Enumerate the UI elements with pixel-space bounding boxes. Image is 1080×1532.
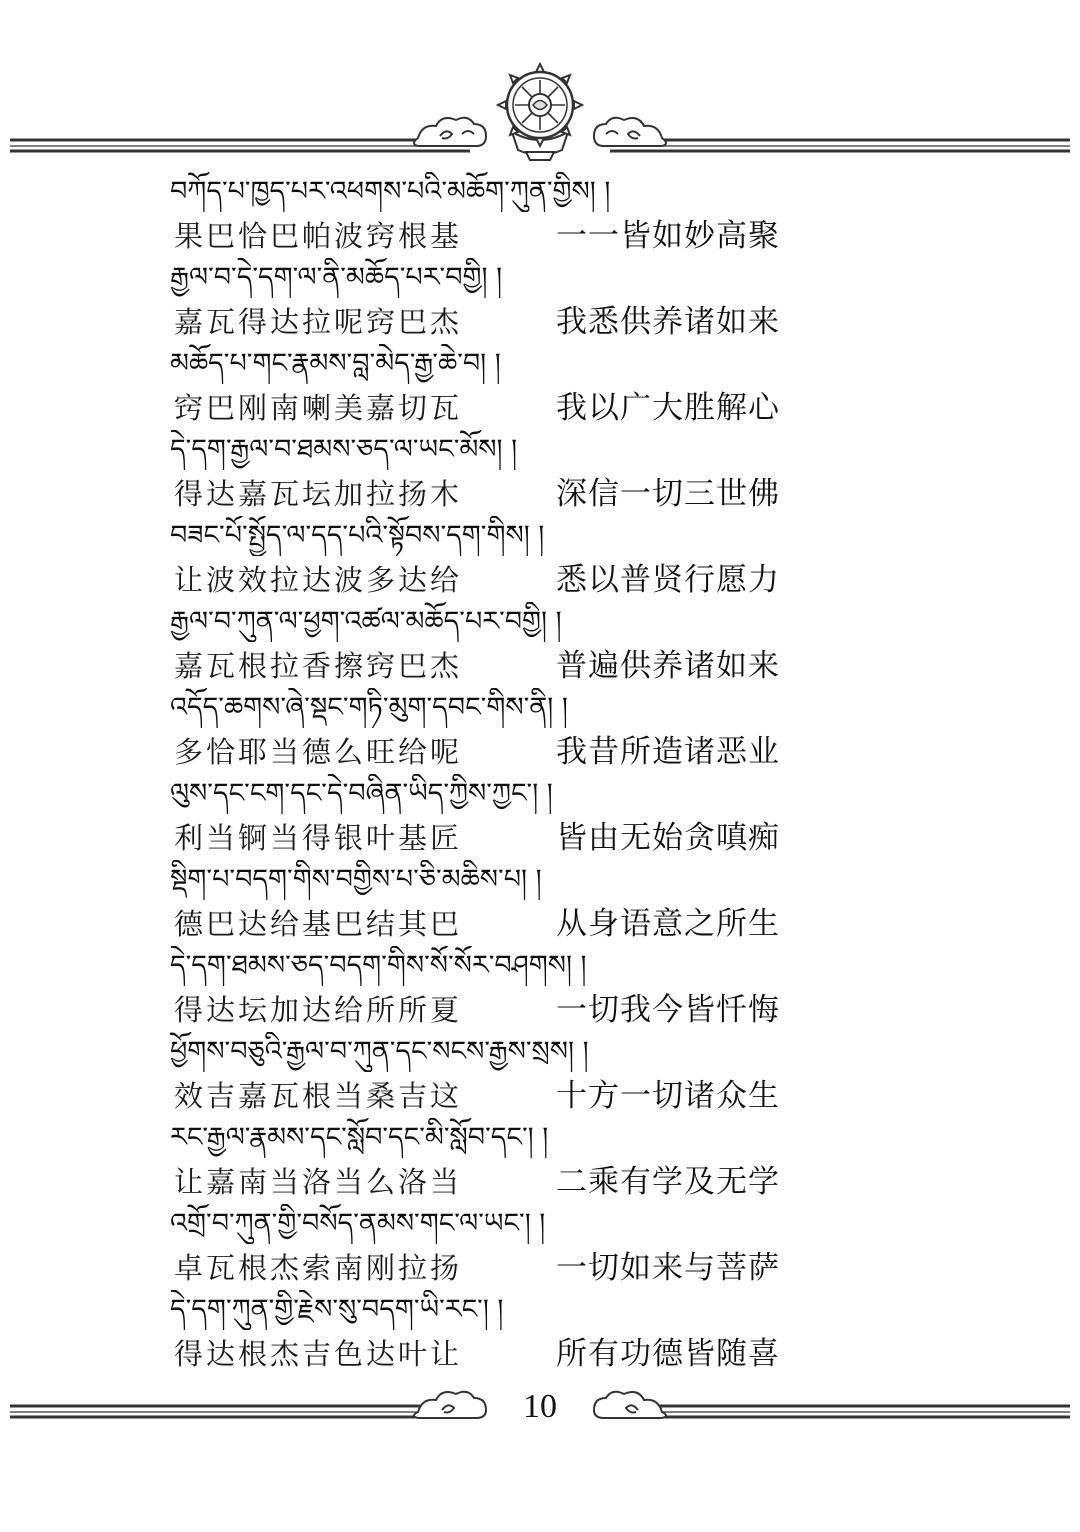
cloud-scroll-right-icon — [594, 118, 666, 146]
tibetan-line: རང་རྒྱལ་རྣམས་དང་སློབ་དང་མི་སློབ་དང་། ། — [170, 1122, 549, 1153]
transliteration-line: 利当锕当得银叶基匠 — [174, 821, 463, 855]
chinese-meaning-line: 普遍供养诸如来 — [556, 648, 780, 684]
transliteration-line: 效吉嘉瓦根当桑吉这 — [174, 1079, 463, 1113]
tibetan-line: འདོད་ཆགས་ཞེ་སྡང་གཏི་མུག་དབང་གིས་ནི། ། — [170, 692, 568, 723]
page-number: 10 — [523, 1388, 557, 1425]
transliteration-line: 多恰耶当德么旺给呢 — [174, 735, 463, 769]
chinese-meaning-line: 从身语意之所生 — [556, 906, 780, 942]
chinese-meaning-line: 我昔所造诸恶业 — [556, 734, 780, 770]
footer-rule-right — [660, 1406, 1070, 1417]
transliteration-line: 得达嘉瓦坛加拉扬木 — [174, 477, 463, 511]
transliteration-line: 让嘉南当洛当么洛当 — [174, 1165, 463, 1199]
transliteration-line: 让波效拉达波多达给 — [174, 563, 463, 597]
cloud-scroll-left-icon — [414, 118, 486, 146]
transliteration-line: 果巴恰巴帕波窍根基 — [174, 219, 463, 253]
chinese-meaning-line: 二乘有学及无学 — [556, 1164, 780, 1200]
tibetan-line: བཟང་པོ་སྤྱོད་ལ་དད་པའི་སྟོབས་དག་གིས། ། — [170, 520, 545, 551]
transliteration-line: 嘉瓦根拉香擦窍巴杰 — [174, 649, 463, 683]
footer-cloud-right-icon — [594, 1392, 666, 1418]
tibetan-line: འགྲོ་བ་ཀུན་གྱི་བསོད་ནམས་གང་ལ་ཡང་། ། — [170, 1208, 546, 1239]
chinese-meaning-line: 一一皆如妙高聚 — [556, 218, 780, 254]
tibetan-line: མཆོད་པ་གང་རྣམས་བླ་མེད་རྒྱ་ཆེ་བ། ། — [170, 348, 501, 379]
chinese-meaning-line: 深信一切三世佛 — [556, 476, 780, 512]
chinese-meaning-line: 我以广大胜解心 — [556, 390, 780, 426]
chinese-meaning-line: 皆由无始贪嗔痴 — [556, 820, 780, 856]
chinese-meaning-line: 十方一切诸众生 — [556, 1078, 780, 1114]
tibetan-line: སྡིག་པ་བདག་གིས་བགྱིས་པ་ཅི་མཆིས་པ། ། — [170, 864, 542, 895]
verse-1 — [170, 172, 810, 258]
verse-6 — [170, 602, 810, 688]
header-rule-left — [10, 140, 470, 151]
verse-list — [170, 172, 810, 1376]
verse-4 — [170, 430, 810, 516]
verse-12 — [170, 1118, 810, 1204]
verse-7 — [170, 688, 810, 774]
verse-13 — [170, 1204, 810, 1290]
tibetan-line: བཀོད་པ་ཁྱད་པར་འཕགས་པའི་མཆོག་ཀུན་གྱིས། ། — [170, 176, 611, 207]
verse-9 — [170, 860, 810, 946]
header-ornament — [0, 60, 1080, 170]
verse-10 — [170, 946, 810, 1032]
tibetan-line: དེ་དག་ཀུན་གྱི་རྗེས་སུ་བདག་ཡི་རང་། ། — [170, 1294, 504, 1325]
chinese-meaning-line: 悉以普贤行愿力 — [556, 562, 780, 598]
footer-cloud-left-icon — [414, 1392, 486, 1418]
chinese-meaning-line: 我悉供养诸如来 — [556, 304, 780, 340]
header-rule-right — [610, 140, 1070, 151]
transliteration-line: 得达坛加达给所所夏 — [174, 993, 463, 1027]
verse-2 — [170, 258, 810, 344]
verse-5 — [170, 516, 810, 602]
verse-8 — [170, 774, 810, 860]
tibetan-line: རྒྱལ་བ་དེ་དག་ལ་ནི་མཆོད་པར་བགྱི། ། — [170, 262, 503, 293]
footer-rule-left — [10, 1406, 420, 1417]
dharma-wheel-icon — [498, 64, 582, 160]
transliteration-line: 得达根杰吉色达叶让 — [174, 1337, 463, 1371]
transliteration-line: 窍巴刚南喇美嘉切瓦 — [174, 391, 463, 425]
verse-11 — [170, 1032, 810, 1118]
tibetan-line: རྒྱལ་བ་ཀུན་ལ་ཕྱག་འཚལ་མཆོད་པར་བགྱི། ། — [170, 606, 562, 637]
tibetan-line: དེ་དག་རྒྱལ་བ་ཐམས་ཅད་ལ་ཡང་མོས། ། — [170, 434, 518, 465]
tibetan-line: ལུས་དང་ངག་དང་དེ་བཞིན་ཡིད་ཀྱིས་ཀྱང་། ། — [170, 778, 553, 809]
tibetan-line: ཕྱོགས་བཅུའི་རྒྱལ་བ་ཀུན་དང་སངས་རྒྱས་སྲས། ། — [170, 1036, 589, 1067]
transliteration-line: 德巴达给基巴结其巴 — [174, 907, 463, 941]
transliteration-line: 嘉瓦得达拉呢窍巴杰 — [174, 305, 463, 339]
chinese-meaning-line: 一切如来与菩萨 — [556, 1250, 780, 1286]
tibetan-line: དེ་དག་ཐམས་ཅད་བདག་གིས་སོ་སོར་བཤགས། ། — [170, 950, 587, 981]
verse-3 — [170, 344, 810, 430]
chinese-meaning-line: 一切我今皆忏悔 — [556, 992, 780, 1028]
transliteration-line: 卓瓦根杰索南刚拉扬 — [174, 1251, 463, 1285]
chinese-meaning-line: 所有功德皆随喜 — [556, 1336, 780, 1372]
verse-14 — [170, 1290, 810, 1376]
